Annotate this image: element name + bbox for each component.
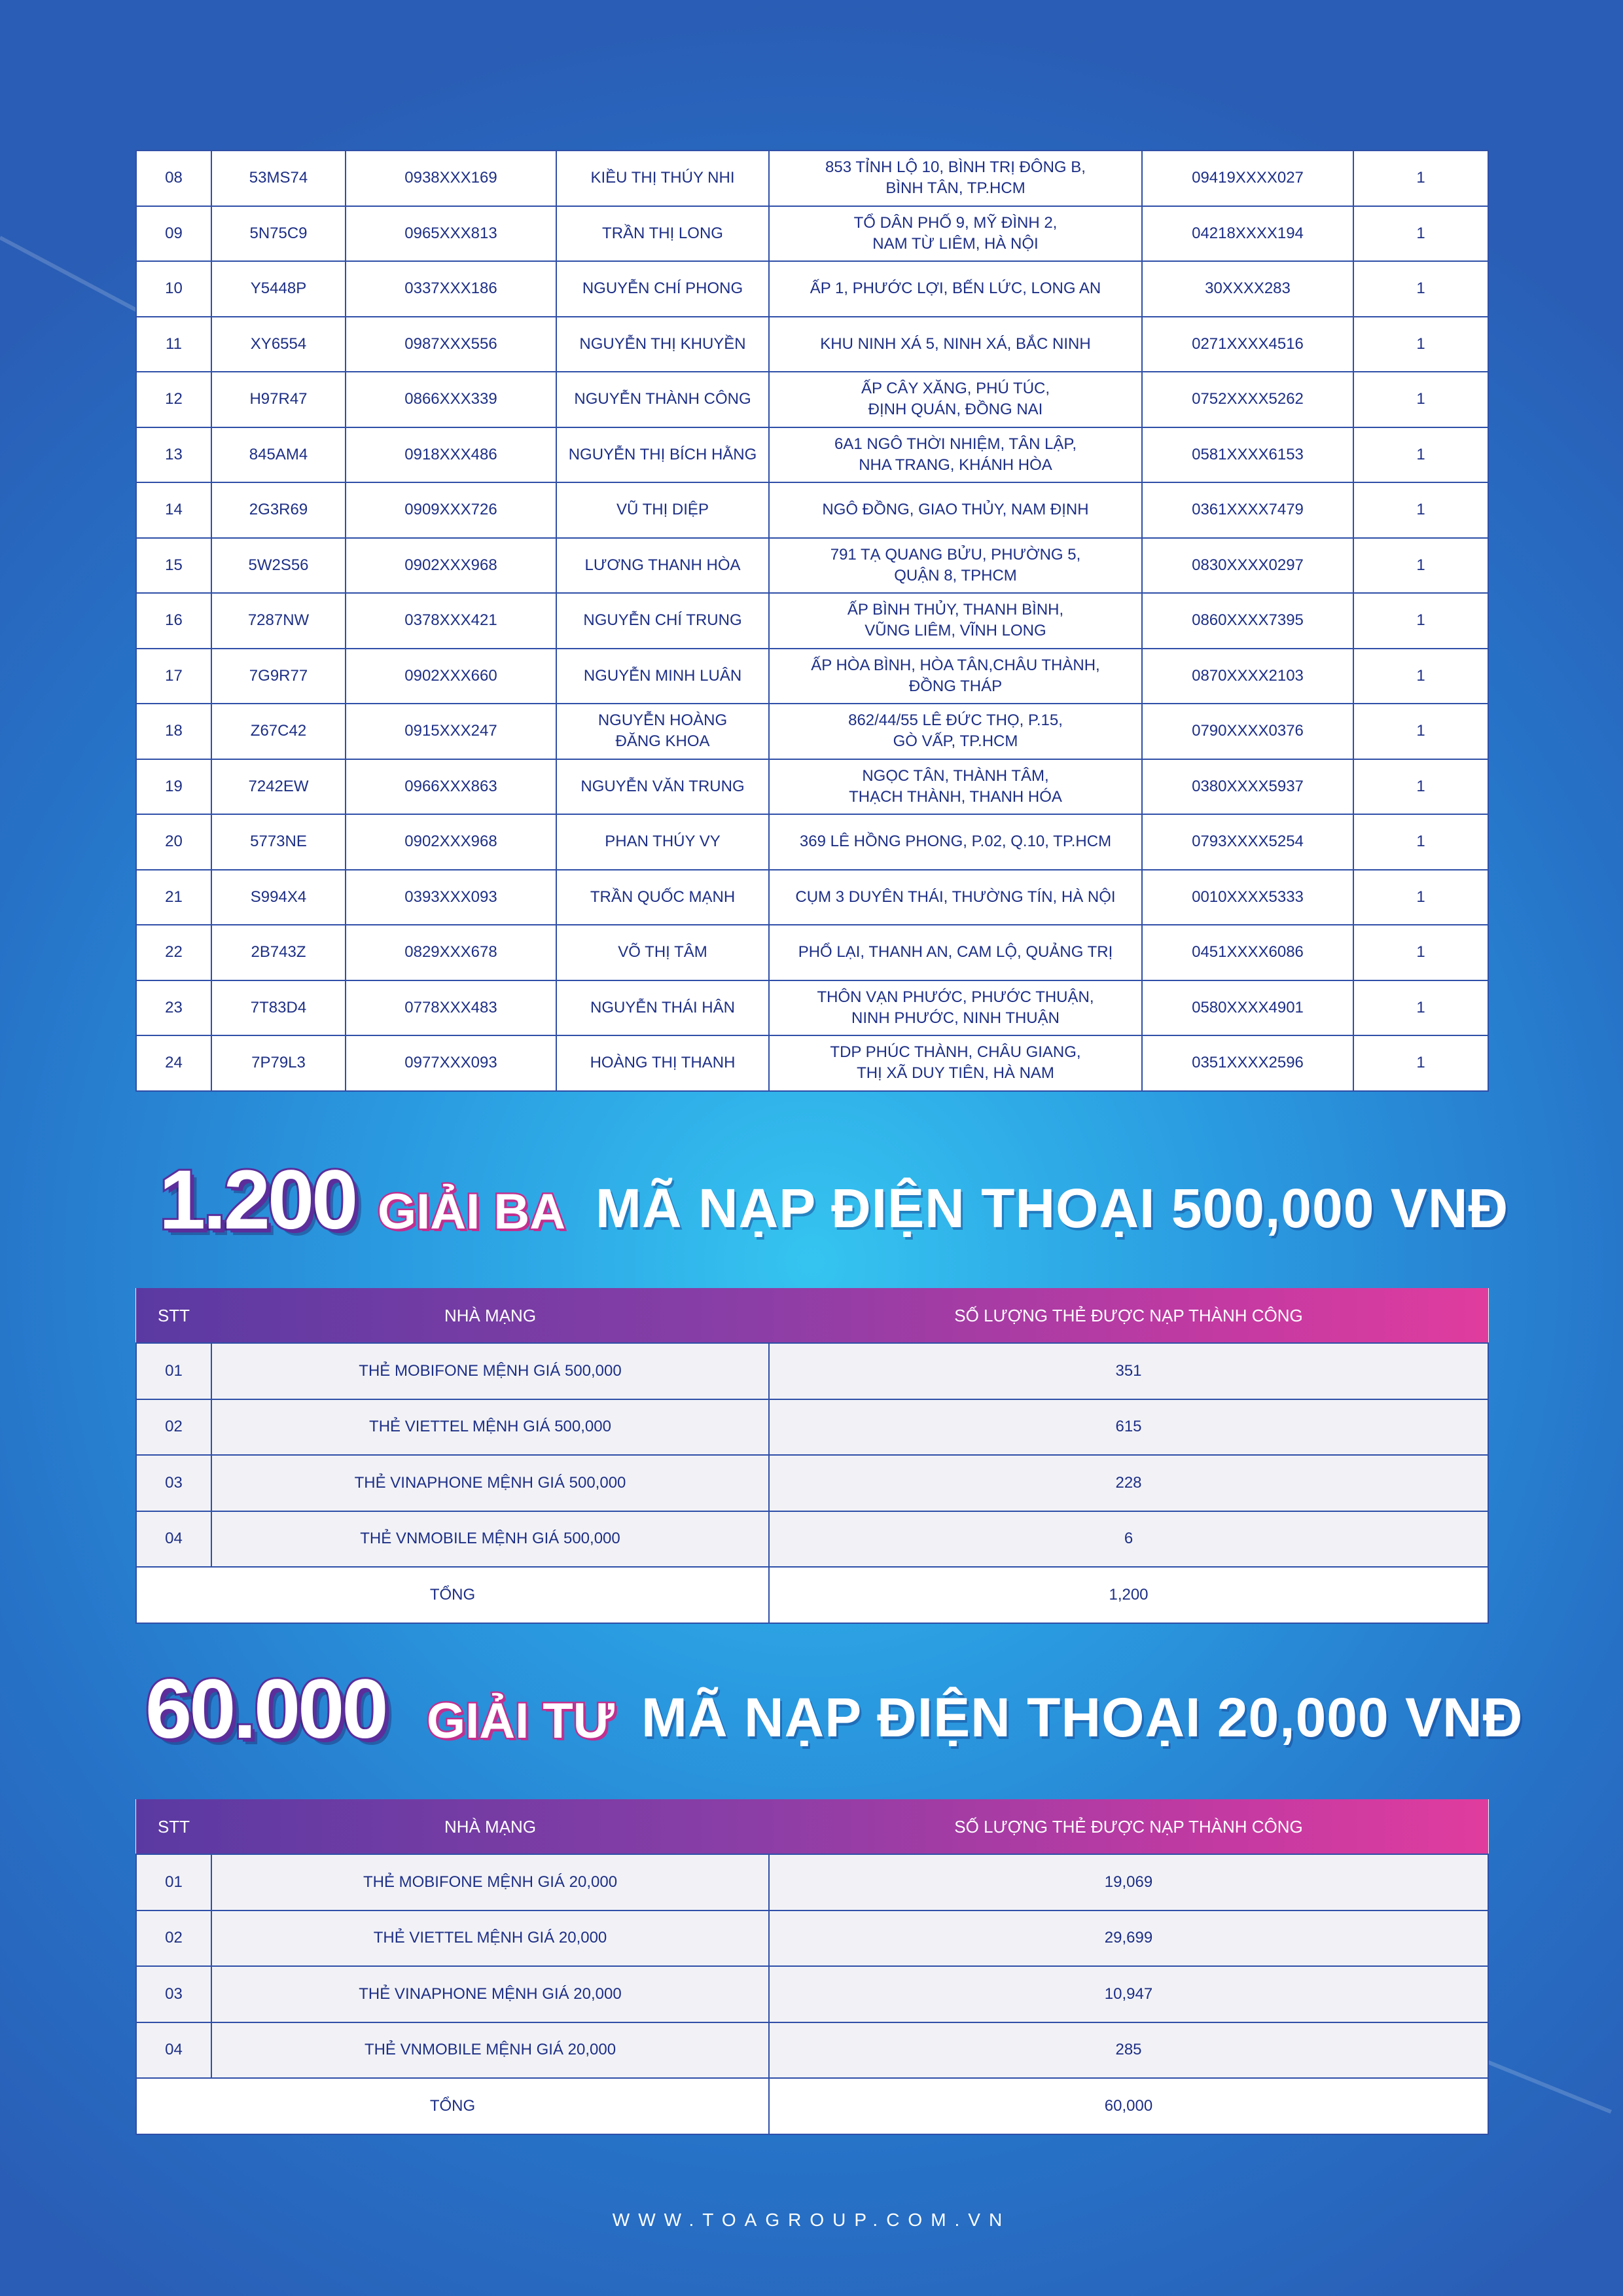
prize4-description: MÃ NẠP ĐIỆN THOẠI 20,000 VNĐ xyxy=(641,1687,1524,1748)
cell-name: LƯƠNG THANH HÒA xyxy=(556,538,769,594)
cell-name: VÕ THỊ TÂM xyxy=(556,925,769,980)
cell-quantity: 1 xyxy=(1353,372,1488,427)
prize3-banner xyxy=(0,1153,1623,1263)
total-row xyxy=(136,2078,1488,2134)
header-carrier: NHÀ MẠNG xyxy=(444,1816,537,1837)
cell-phone: 0909XXX726 xyxy=(346,482,556,538)
cell-name: PHAN THÚY VY xyxy=(556,814,769,870)
cell-quantity: 1 xyxy=(1353,593,1488,649)
cell-quantity: 351 xyxy=(769,1343,1488,1399)
cell-quantity: 1 xyxy=(1353,538,1488,594)
table-row xyxy=(136,814,1488,870)
cell-stt: 04 xyxy=(136,1511,211,1568)
table-row xyxy=(136,593,1488,649)
cell-carrier: THẺ VINAPHONE MỆNH GIÁ 20,000 xyxy=(211,1966,769,2022)
cell-stt: 18 xyxy=(136,704,211,759)
cell-phone: 0938XXX169 xyxy=(346,151,556,206)
table-row xyxy=(136,206,1488,262)
cell-stt: 03 xyxy=(136,1966,211,2022)
cell-name: HOÀNG THỊ THANH xyxy=(556,1035,769,1091)
prize4-label: GIẢI TƯ xyxy=(427,1693,615,1749)
table-row xyxy=(136,704,1488,759)
cell-code: Z67C42 xyxy=(211,704,346,759)
cell-name: NGUYỄN VĂN TRUNG xyxy=(556,759,769,815)
prize3-count: 1.200 xyxy=(159,1153,356,1247)
cell-id: 0830XXXX0297 xyxy=(1142,538,1353,594)
prize4-count: 60.000 xyxy=(145,1662,386,1756)
cell-carrier: THẺ MOBIFONE MỆNH GIÁ 20,000 xyxy=(211,1854,769,1910)
cell-quantity: 1 xyxy=(1353,870,1488,925)
cell-stt: 01 xyxy=(136,1343,211,1399)
prize3-label: GIẢI BA xyxy=(378,1184,566,1240)
header-carrier: NHÀ MẠNG xyxy=(444,1305,537,1325)
cell-stt: 14 xyxy=(136,482,211,538)
cell-address: ẤP 1, PHƯỚC LỢI, BẾN LỨC, LONG AN xyxy=(769,261,1142,317)
cell-code: S994X4 xyxy=(211,870,346,925)
table-row xyxy=(136,1966,1488,2022)
cell-code: 7242EW xyxy=(211,759,346,815)
cell-code: 7287NW xyxy=(211,593,346,649)
cell-quantity: 1 xyxy=(1353,759,1488,815)
cell-name: TRẦN THỊ LONG xyxy=(556,206,769,262)
cell-code: 845AM4 xyxy=(211,427,346,483)
cell-name: NGUYỄN THỊ BÍCH HẰNG xyxy=(556,427,769,483)
cell-code: Y5448P xyxy=(211,261,346,317)
prize4-table xyxy=(135,1799,1489,2135)
cell-stt: 23 xyxy=(136,980,211,1036)
cell-phone: 0902XXX660 xyxy=(346,649,556,704)
table-row xyxy=(136,2022,1488,2079)
cell-stt: 09 xyxy=(136,206,211,262)
cell-address: 862/44/55 LÊ ĐỨC THỌ, P.15, GÒ VẤP, TP.HCM xyxy=(769,704,1142,759)
table-row xyxy=(136,261,1488,317)
cell-stt: 24 xyxy=(136,1035,211,1091)
table-row xyxy=(136,1854,1488,1910)
total-label: TỔNG xyxy=(136,1567,769,1623)
cell-id: 0860XXXX7395 xyxy=(1142,593,1353,649)
table-row xyxy=(136,759,1488,815)
cell-quantity: 1 xyxy=(1353,151,1488,206)
cell-address: ẤP CÂY XĂNG, PHÚ TÚC, ĐỊNH QUÁN, ĐỒNG NAI xyxy=(769,372,1142,427)
total-row xyxy=(136,1567,1488,1623)
cell-stt: 12 xyxy=(136,372,211,427)
cell-address: 6A1 NGÔ THỜI NHIỆM, TÂN LẬP, NHA TRANG, KHÁNH HÒA xyxy=(769,427,1142,483)
prize3-header-row xyxy=(136,1288,1488,1343)
table-row xyxy=(136,925,1488,980)
cell-code: XY6554 xyxy=(211,317,346,372)
cell-code: 5N75C9 xyxy=(211,206,346,262)
cell-quantity: 1 xyxy=(1353,704,1488,759)
cell-stt: 08 xyxy=(136,151,211,206)
cell-stt: 04 xyxy=(136,2022,211,2079)
cell-code: 2G3R69 xyxy=(211,482,346,538)
cell-carrier: THẺ MOBIFONE MỆNH GIÁ 500,000 xyxy=(211,1343,769,1399)
total-value: 1,200 xyxy=(769,1567,1488,1623)
cell-name: NGUYỄN CHÍ TRUNG xyxy=(556,593,769,649)
cell-stt: 17 xyxy=(136,649,211,704)
cell-code: 2B743Z xyxy=(211,925,346,980)
cell-stt: 01 xyxy=(136,1854,211,1910)
table-row xyxy=(136,870,1488,925)
total-label: TỔNG xyxy=(136,2078,769,2134)
cell-id: 0361XXXX7479 xyxy=(1142,482,1353,538)
cell-quantity: 19,069 xyxy=(769,1854,1488,1910)
cell-name: VŨ THỊ DIỆP xyxy=(556,482,769,538)
cell-code: 5W2S56 xyxy=(211,538,346,594)
cell-name: NGUYỄN THÁI HÂN xyxy=(556,980,769,1036)
prize4-header-row xyxy=(136,1799,1488,1854)
cell-address: ẤP BÌNH THỦY, THANH BÌNH, VŨNG LIÊM, VĨNH LONG xyxy=(769,593,1142,649)
header-stt: STT xyxy=(157,1816,190,1837)
prize3-description: MÃ NẠP ĐIỆN THOẠI 500,000 VNĐ xyxy=(596,1177,1509,1239)
cell-stt: 15 xyxy=(136,538,211,594)
background-streak xyxy=(0,236,151,319)
cell-stt: 10 xyxy=(136,261,211,317)
cell-quantity: 10,947 xyxy=(769,1966,1488,2022)
cell-quantity: 1 xyxy=(1353,482,1488,538)
header-quantity: SỐ LƯỢNG THẺ ĐƯỢC NẠP THÀNH CÔNG xyxy=(954,1305,1303,1325)
cell-phone: 0987XXX556 xyxy=(346,317,556,372)
prize4-banner xyxy=(0,1662,1623,1772)
cell-carrier: THẺ VIETTEL MỆNH GIÁ 500,000 xyxy=(211,1399,769,1456)
cell-quantity: 1 xyxy=(1353,261,1488,317)
cell-quantity: 1 xyxy=(1353,925,1488,980)
cell-id: 0581XXXX6153 xyxy=(1142,427,1353,483)
cell-phone: 0915XXX247 xyxy=(346,704,556,759)
table-row xyxy=(136,427,1488,483)
cell-id: 0790XXXX0376 xyxy=(1142,704,1353,759)
cell-quantity: 1 xyxy=(1353,317,1488,372)
cell-phone: 0866XXX339 xyxy=(346,372,556,427)
table-row xyxy=(136,317,1488,372)
cell-code: 7G9R77 xyxy=(211,649,346,704)
cell-id: 0870XXXX2103 xyxy=(1142,649,1353,704)
cell-phone: 0829XXX678 xyxy=(346,925,556,980)
cell-address: PHỔ LẠI, THANH AN, CAM LỘ, QUẢNG TRỊ xyxy=(769,925,1142,980)
cell-name: KIỀU THỊ THÚY NHI xyxy=(556,151,769,206)
cell-phone: 0918XXX486 xyxy=(346,427,556,483)
cell-id: 0793XXXX5254 xyxy=(1142,814,1353,870)
table-row xyxy=(136,482,1488,538)
cell-carrier: THẺ VNMOBILE MỆNH GIÁ 500,000 xyxy=(211,1511,769,1568)
prize3-table xyxy=(135,1288,1489,1624)
table-row xyxy=(136,1511,1488,1568)
cell-quantity: 615 xyxy=(769,1399,1488,1456)
cell-address: TỔ DÂN PHỐ 9, MỸ ĐÌNH 2, NAM TỪ LIÊM, HÀ NỘI xyxy=(769,206,1142,262)
table-row xyxy=(136,1910,1488,1967)
cell-phone: 0378XXX421 xyxy=(346,593,556,649)
table-row xyxy=(136,538,1488,594)
table-row xyxy=(136,151,1488,206)
cell-address: TDP PHÚC THÀNH, CHÂU GIANG, THỊ XÃ DUY TIÊN, HÀ NAM xyxy=(769,1035,1142,1091)
table-row xyxy=(136,649,1488,704)
cell-stt: 21 xyxy=(136,870,211,925)
table-row xyxy=(136,372,1488,427)
cell-id: 09419XXXX027 xyxy=(1142,151,1353,206)
cell-code: H97R47 xyxy=(211,372,346,427)
cell-quantity: 29,699 xyxy=(769,1910,1488,1967)
cell-stt: 02 xyxy=(136,1910,211,1967)
cell-address: NGÔ ĐỒNG, GIAO THỦY, NAM ĐỊNH xyxy=(769,482,1142,538)
cell-id: 0752XXXX5262 xyxy=(1142,372,1353,427)
cell-address: NGỌC TÂN, THÀNH TÂM, THẠCH THÀNH, THANH HÓA xyxy=(769,759,1142,815)
cell-carrier: THẺ VINAPHONE MỆNH GIÁ 500,000 xyxy=(211,1455,769,1511)
winners-table xyxy=(135,150,1489,1092)
cell-stt: 13 xyxy=(136,427,211,483)
cell-name: NGUYỄN THỊ KHUYỀN xyxy=(556,317,769,372)
cell-carrier: THẺ VIETTEL MỆNH GIÁ 20,000 xyxy=(211,1910,769,1967)
cell-id: 04218XXXX194 xyxy=(1142,206,1353,262)
cell-quantity: 1 xyxy=(1353,980,1488,1036)
table-row xyxy=(136,1343,1488,1399)
cell-code: 5773NE xyxy=(211,814,346,870)
cell-stt: 16 xyxy=(136,593,211,649)
cell-address: 791 TẠ QUANG BỬU, PHƯỜNG 5, QUẬN 8, TPHCM xyxy=(769,538,1142,594)
cell-stt: 22 xyxy=(136,925,211,980)
cell-phone: 0393XXX093 xyxy=(346,870,556,925)
table-row xyxy=(136,1455,1488,1511)
header-stt: STT xyxy=(157,1305,190,1325)
cell-code: 53MS74 xyxy=(211,151,346,206)
cell-name: NGUYỄN MINH LUÂN xyxy=(556,649,769,704)
cell-address: ẤP HÒA BÌNH, HÒA TÂN,CHÂU THÀNH, ĐỒNG THÁP xyxy=(769,649,1142,704)
table-row xyxy=(136,980,1488,1036)
cell-quantity: 1 xyxy=(1353,649,1488,704)
cell-stt: 20 xyxy=(136,814,211,870)
cell-id: 0580XXXX4901 xyxy=(1142,980,1353,1036)
cell-phone: 0902XXX968 xyxy=(346,538,556,594)
cell-quantity: 1 xyxy=(1353,427,1488,483)
cell-address: KHU NINH XÁ 5, NINH XÁ, BẮC NINH xyxy=(769,317,1142,372)
cell-name: TRẦN QUỐC MẠNH xyxy=(556,870,769,925)
cell-phone: 0966XXX863 xyxy=(346,759,556,815)
cell-quantity: 1 xyxy=(1353,1035,1488,1091)
cell-quantity: 1 xyxy=(1353,814,1488,870)
cell-stt: 02 xyxy=(136,1399,211,1456)
cell-address: THÔN VẠN PHƯỚC, PHƯỚC THUẬN, NINH PHƯỚC, NINH THUẬN xyxy=(769,980,1142,1036)
cell-quantity: 1 xyxy=(1353,206,1488,262)
table-row xyxy=(136,1399,1488,1456)
cell-phone: 0337XXX186 xyxy=(346,261,556,317)
header-quantity: SỐ LƯỢNG THẺ ĐƯỢC NẠP THÀNH CÔNG xyxy=(954,1816,1303,1837)
cell-phone: 0977XXX093 xyxy=(346,1035,556,1091)
cell-code: 7P79L3 xyxy=(211,1035,346,1091)
cell-id: 0010XXXX5333 xyxy=(1142,870,1353,925)
cell-id: 0380XXXX5937 xyxy=(1142,759,1353,815)
cell-address: CỤM 3 DUYÊN THÁI, THƯỜNG TÍN, HÀ NỘI xyxy=(769,870,1142,925)
cell-carrier: THẺ VNMOBILE MỆNH GIÁ 20,000 xyxy=(211,2022,769,2079)
cell-name: NGUYỄN HOÀNG ĐĂNG KHOA xyxy=(556,704,769,759)
cell-stt: 11 xyxy=(136,317,211,372)
cell-id: 0351XXXX2596 xyxy=(1142,1035,1353,1091)
cell-stt: 03 xyxy=(136,1455,211,1511)
table-row xyxy=(136,1035,1488,1091)
cell-code: 7T83D4 xyxy=(211,980,346,1036)
cell-name: NGUYỄN THÀNH CÔNG xyxy=(556,372,769,427)
cell-address: 853 TỈNH LỘ 10, BÌNH TRỊ ĐÔNG B, BÌNH TÂN, TP.HCM xyxy=(769,151,1142,206)
cell-quantity: 6 xyxy=(769,1511,1488,1568)
cell-phone: 0778XXX483 xyxy=(346,980,556,1036)
cell-phone: 0902XXX968 xyxy=(346,814,556,870)
cell-id: 0271XXXX4516 xyxy=(1142,317,1353,372)
cell-quantity: 228 xyxy=(769,1455,1488,1511)
cell-id: 30XXXX283 xyxy=(1142,261,1353,317)
total-value: 60,000 xyxy=(769,2078,1488,2134)
cell-stt: 19 xyxy=(136,759,211,815)
cell-id: 0451XXXX6086 xyxy=(1142,925,1353,980)
website-footer: WWW.TOAGROUP.COM.VN xyxy=(612,2210,1011,2230)
cell-phone: 0965XXX813 xyxy=(346,206,556,262)
cell-quantity: 285 xyxy=(769,2022,1488,2079)
cell-name: NGUYỄN CHÍ PHONG xyxy=(556,261,769,317)
cell-address: 369 LÊ HỒNG PHONG, P.02, Q.10, TP.HCM xyxy=(769,814,1142,870)
